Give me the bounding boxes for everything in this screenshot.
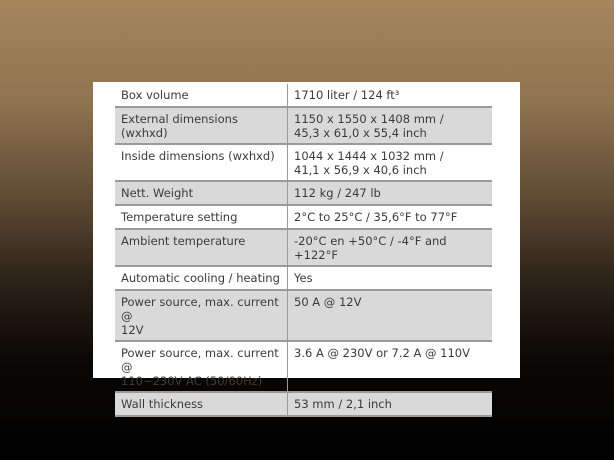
spec-label: Wall thickness: [115, 392, 288, 416]
spec-label: Power source, max. current @ 12V: [115, 290, 288, 341]
spec-label: Temperature setting: [115, 205, 288, 229]
table-row: [115, 392, 492, 416]
spec-value: Yes: [288, 266, 493, 290]
spec-label: Automatic cooling / heating: [115, 266, 288, 290]
spec-value: 3.6 A @ 230V or 7.2 A @ 110V: [288, 341, 493, 392]
table-row: [115, 341, 492, 392]
spec-value: 112 kg / 247 lb: [288, 181, 493, 205]
spec-label: External dimensions (wxhxd): [115, 107, 288, 144]
table-row: [115, 229, 492, 266]
spec-label: Box volume: [115, 84, 288, 107]
spec-value: 1150 x 1550 x 1408 mm / 45,3 x 61,0 x 55,4 inch: [288, 107, 493, 144]
table-row: [115, 266, 492, 290]
table-row: [115, 144, 492, 181]
spec-label: Power source, max. current @ 110~230V AC (50/60Hz): [115, 341, 288, 392]
spec-value: 1044 x 1444 x 1032 mm / 41,1 x 56,9 x 40,6 inch: [288, 144, 493, 181]
spec-value: -20°C en +50°C / -4°F and +122°F: [288, 229, 493, 266]
specifications-table: [115, 84, 492, 417]
table-row: [115, 84, 492, 107]
spec-value: 50 A @ 12V: [288, 290, 493, 341]
spec-value: 2°C to 25°C / 35,6°F to 77°F: [288, 205, 493, 229]
spec-value: 53 mm / 2,1 inch: [288, 392, 493, 416]
spec-card: [93, 82, 520, 411]
spec-label: Inside dimensions (wxhxd): [115, 144, 288, 181]
spec-label: Nett. Weight: [115, 181, 288, 205]
table-row: [115, 181, 492, 205]
table-row: [115, 107, 492, 144]
spec-value: 1710 liter / 124 ft³: [288, 84, 493, 107]
table-row: [115, 290, 492, 341]
table-row: [115, 205, 492, 229]
spec-label: Ambient temperature: [115, 229, 288, 266]
